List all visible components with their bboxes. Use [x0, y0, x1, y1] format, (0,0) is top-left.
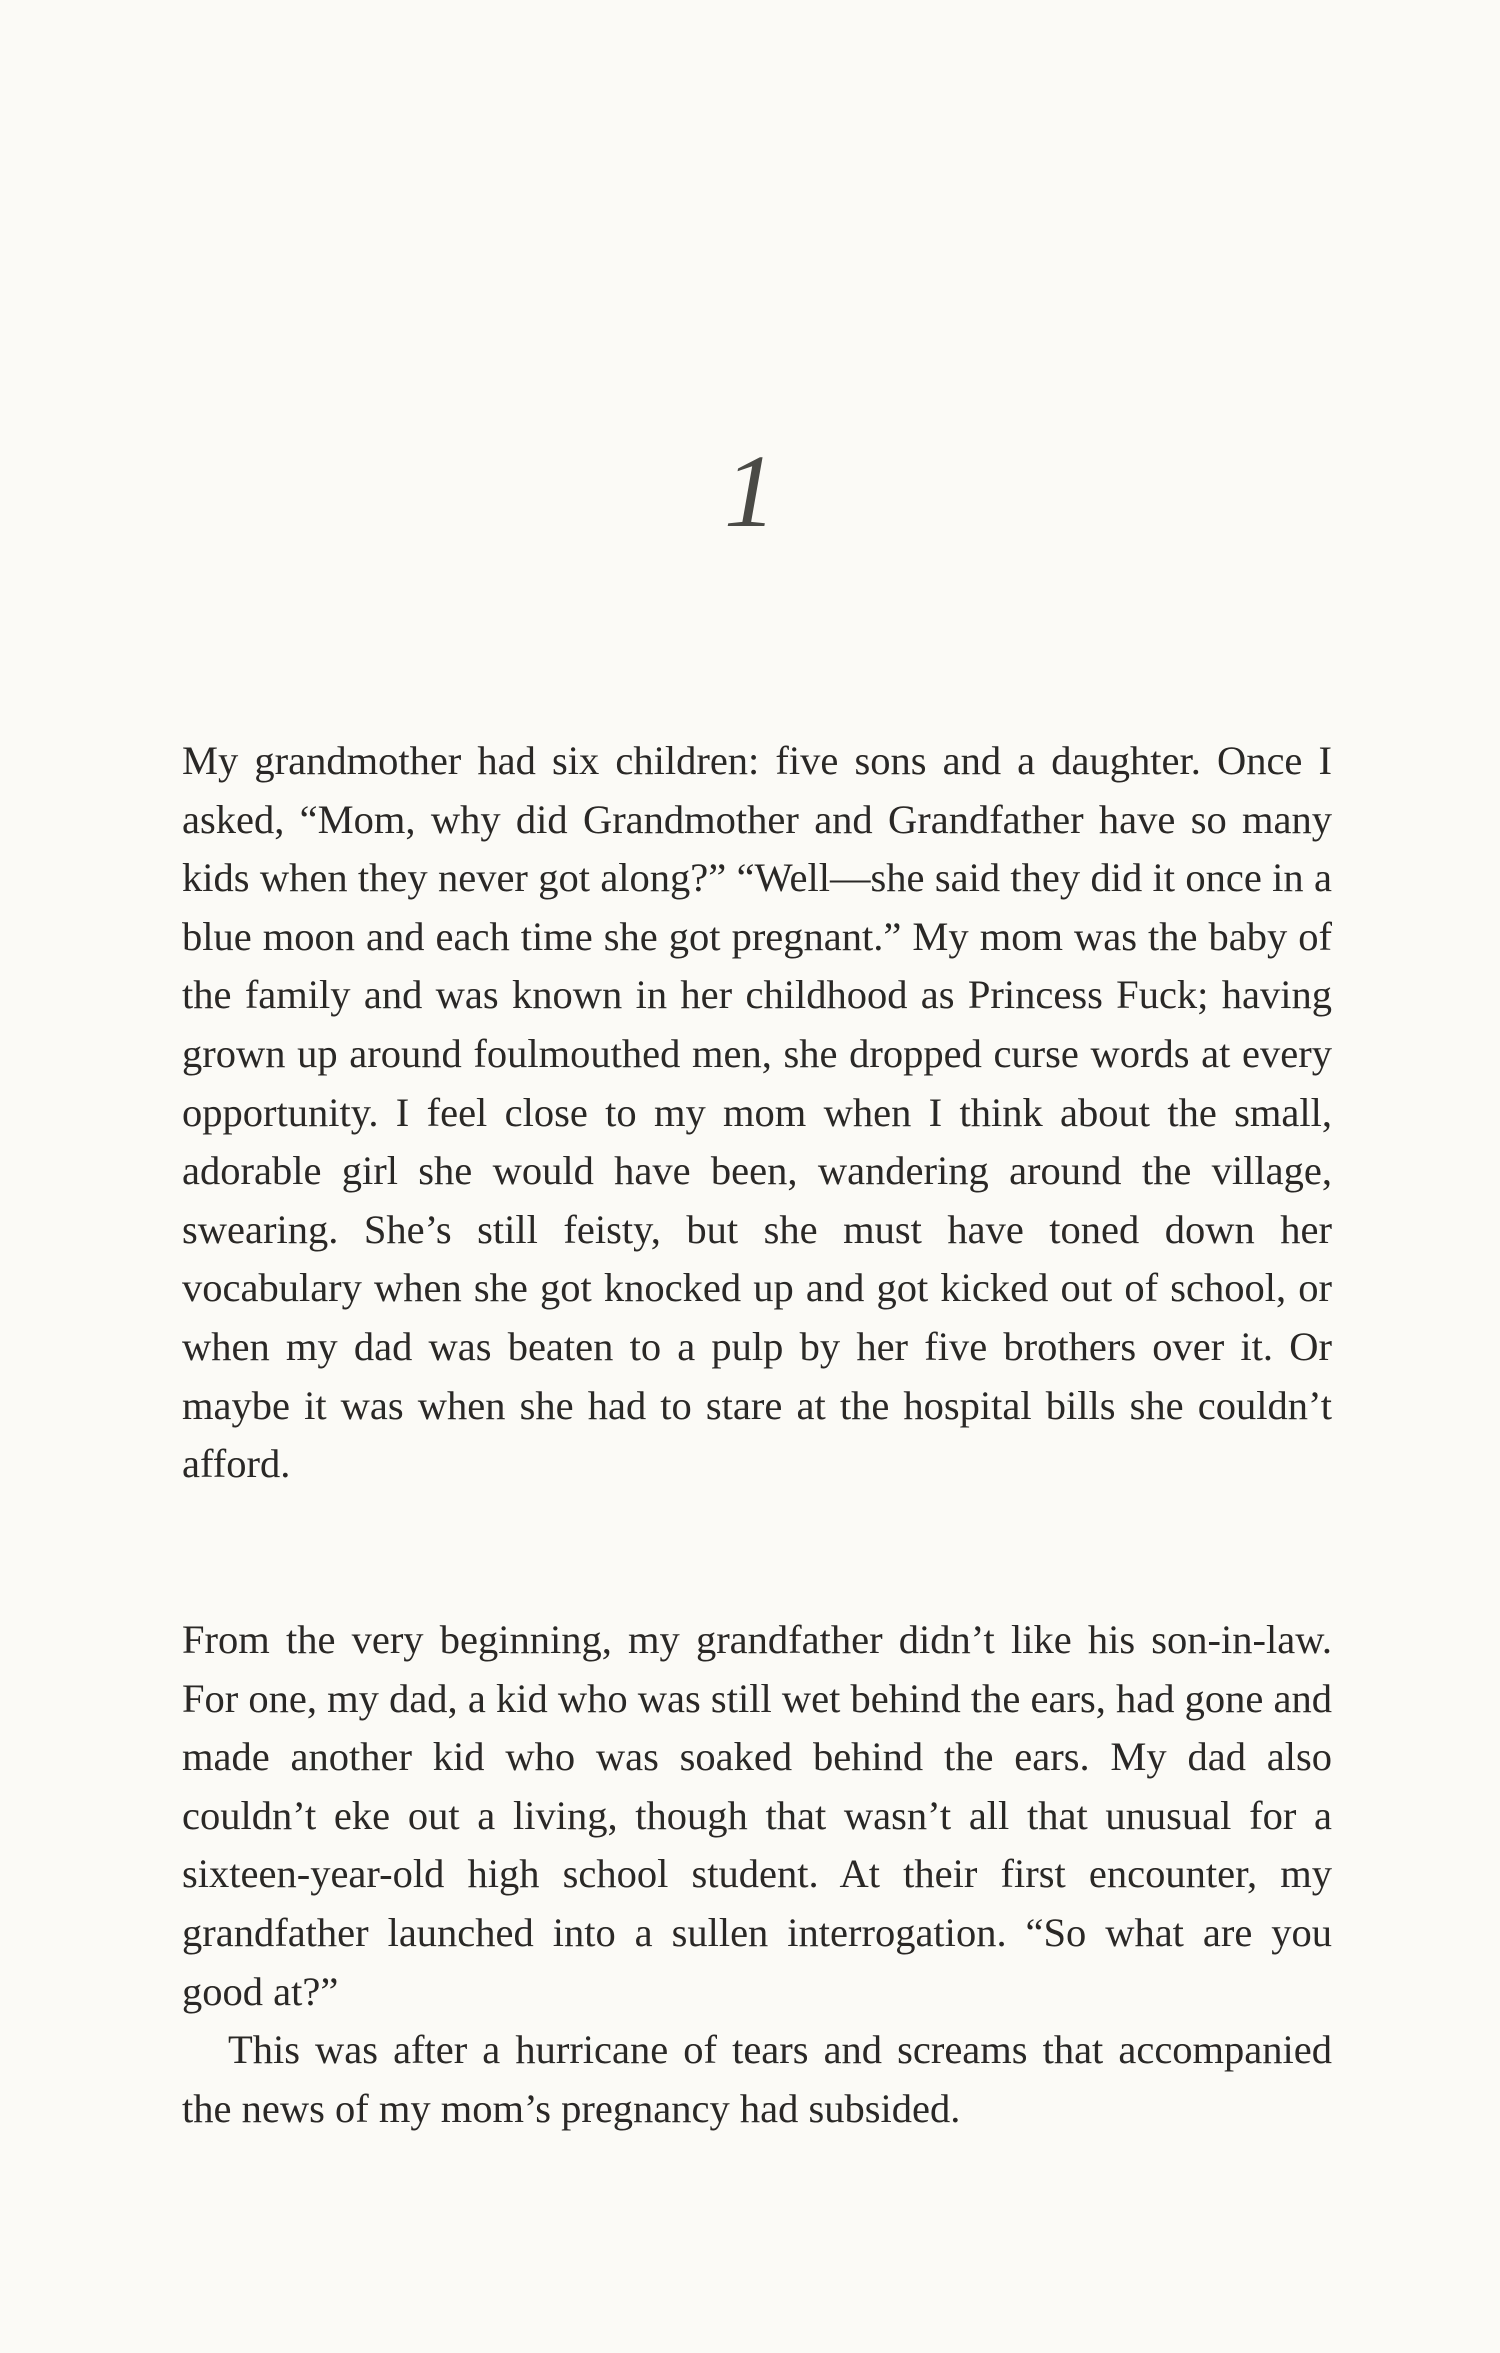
paragraph-3: This was after a hurricane of tears and screams that accompanied the news of my mom’s pregnancy had subsided.: [182, 2027, 1332, 2131]
paragraph-2: From the very beginning, my grandfather didn’t like his son-in-law. For one, my dad, a kid who was still wet behind the ears, had gone and made another kid who was soaked behind the ears. My dad also couldn’t eke out a living, though that wasn’t all that unusual for a sixteen-year-old high school student. At their first encounter, my grandfather launched into a sullen interrogation. “So what are you good at?”: [182, 1617, 1332, 2014]
paragraph-1: My grandmother had six children: five sons and a daughter. Once I asked, “Mom, why did Grandmother and Grandfather have so many kids when they never got along?” “Well—she said they did it once in a blue moon and each time she got pregnant.” My mom was the baby of the family and was known in her childhood as Princess Fuck; having grown up around foulmouthed men, she dropped curse words at every opportunity. I feel close to my mom when I think about the small, adorable girl she would have been, wandering around the village, swearing. She’s still feisty, but she must have toned down her vocabulary when she got knocked up and got kicked out of school, or when my dad was beaten to a pulp by her five brothers over it. Or maybe it was when she had to stare at the hospital bills she couldn’t afford.: [182, 738, 1332, 1487]
chapter-number: 1: [724, 434, 776, 549]
second-section: [182, 1611, 1332, 2138]
opening-section: [182, 732, 1332, 1494]
